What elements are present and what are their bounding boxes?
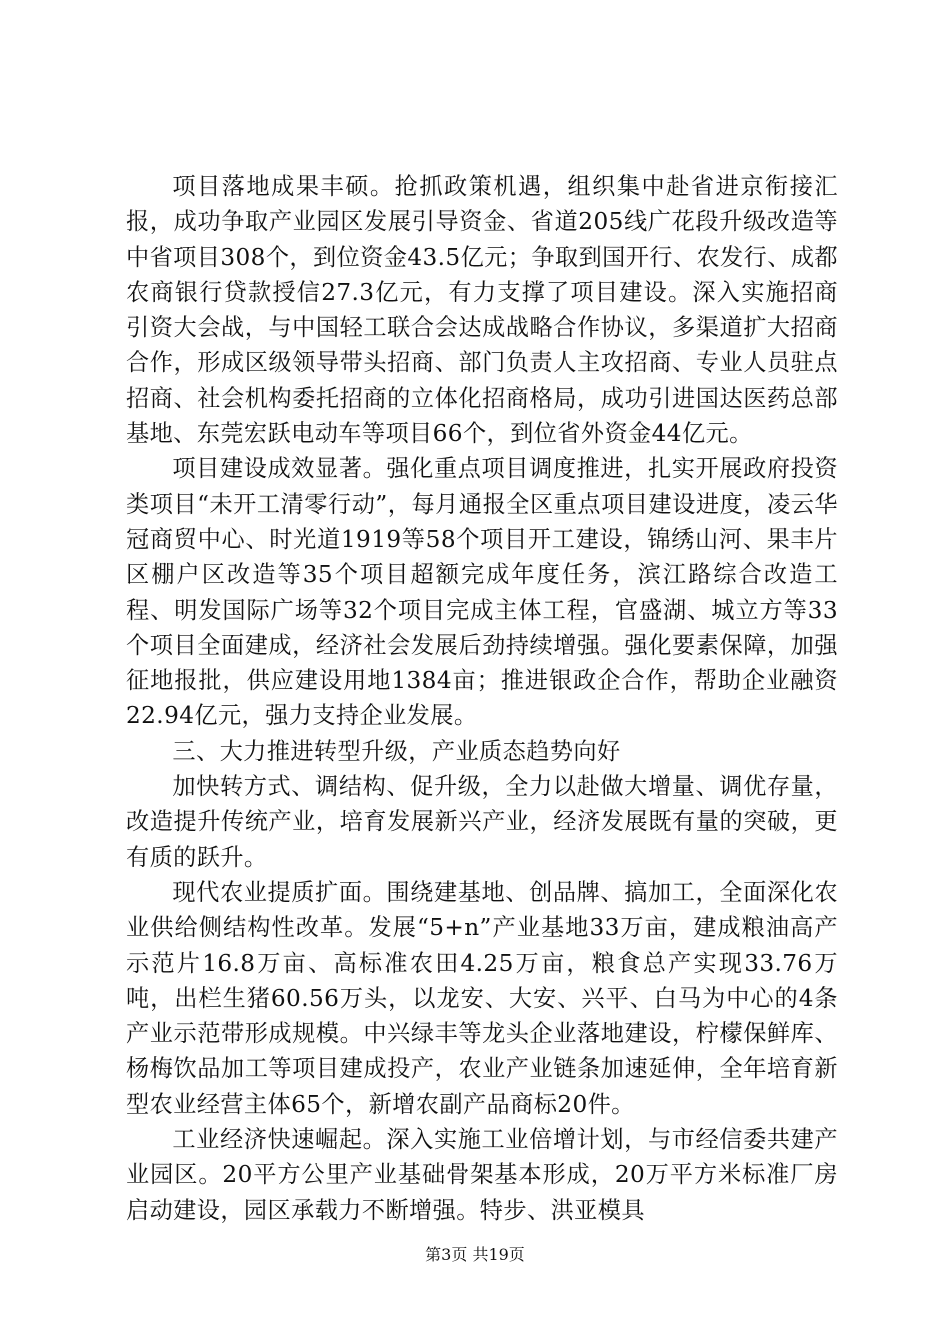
page-number-footer: 第3页 共19页 xyxy=(425,1245,525,1264)
paragraph-project-landing: 项目落地成果丰硕。抢抓政策机遇，组织集中赴省进京衔接汇报，成功争取产业园区发展引导资金、省道205线广花段升级改造等中省项目308个，到位资金43.5亿元；争取到国开行、农发行、成都农商银行贷款授信27.3亿元，有力支撑了项目建设。深入实施招商引资大会战，与中国轻工联合会达成战略合作协议，多渠道扩大招商合作，形成区级领导带头招商、部门负责人主攻招商、专业人员驻点招商、社会机构委托招商的立体化招商格局，成功引进国达医药总部基地、东莞宏跃电动车等项目66个，到位省外资金44亿元。 xyxy=(126,173,838,448)
paragraph-transformation-intro: 加快转方式、调结构、促升级，全力以赴做大增量、调优存量，改造提升传统产业，培育发展新兴产业，经济发展既有量的突破，更有质的跃升。 xyxy=(126,773,838,871)
paragraph-project-construction: 项目建设成效显著。强化重点项目调度推进，扎实开展政府投资类项目“未开工清零行动”，每月通报全区重点项目建设进度，凌云华冠商贸中心、时光道1919等58个项目开工建设，锦绣山河、果丰片区棚户区改造等35个项目超额完成年度任务，滨江路综合改造工程、明发国际广场等32个项目完成主体工程，官盛湖、城立方等33个项目全面建成，经济社会发展后劲持续增强。强化要素保障，加强征地报批，供应建设用地1384亩；推进银政企合作，帮助企业融资22.94亿元，强力支持企业发展。 xyxy=(126,455,838,730)
paragraph-industrial-economy: 工业经济快速崛起。深入实施工业倍增计划，与市经信委共建产业园区。20平方公里产业基础骨架基本形成，20万平方米标准厂房启动建设，园区承载力不断增强。特步、洪亚模具 xyxy=(126,1126,838,1224)
section-heading-transformation: 三、大力推进转型升级，产业质态趋势向好 xyxy=(172,737,621,765)
document-body xyxy=(126,169,838,1228)
paragraph-modern-agriculture: 现代农业提质扩面。围绕建基地、创品牌、搞加工，全面深化农业供给侧结构性改革。发展“5+n”产业基地33万亩，建成粮油高产示范片16.8万亩、高标准农田4.25万亩，粮食总产实现33.76万吨，出栏生猪60.56万头，以龙安、大安、兴平、白马为中心的4条产业示范带形成规模。中兴绿丰等龙头企业落地建设，柠檬保鲜库、杨梅饮品加工等项目建成投产，农业产业链条加速延伸，全年培育新型农业经营主体65个，新增农副产品商标20件。 xyxy=(126,878,838,1118)
